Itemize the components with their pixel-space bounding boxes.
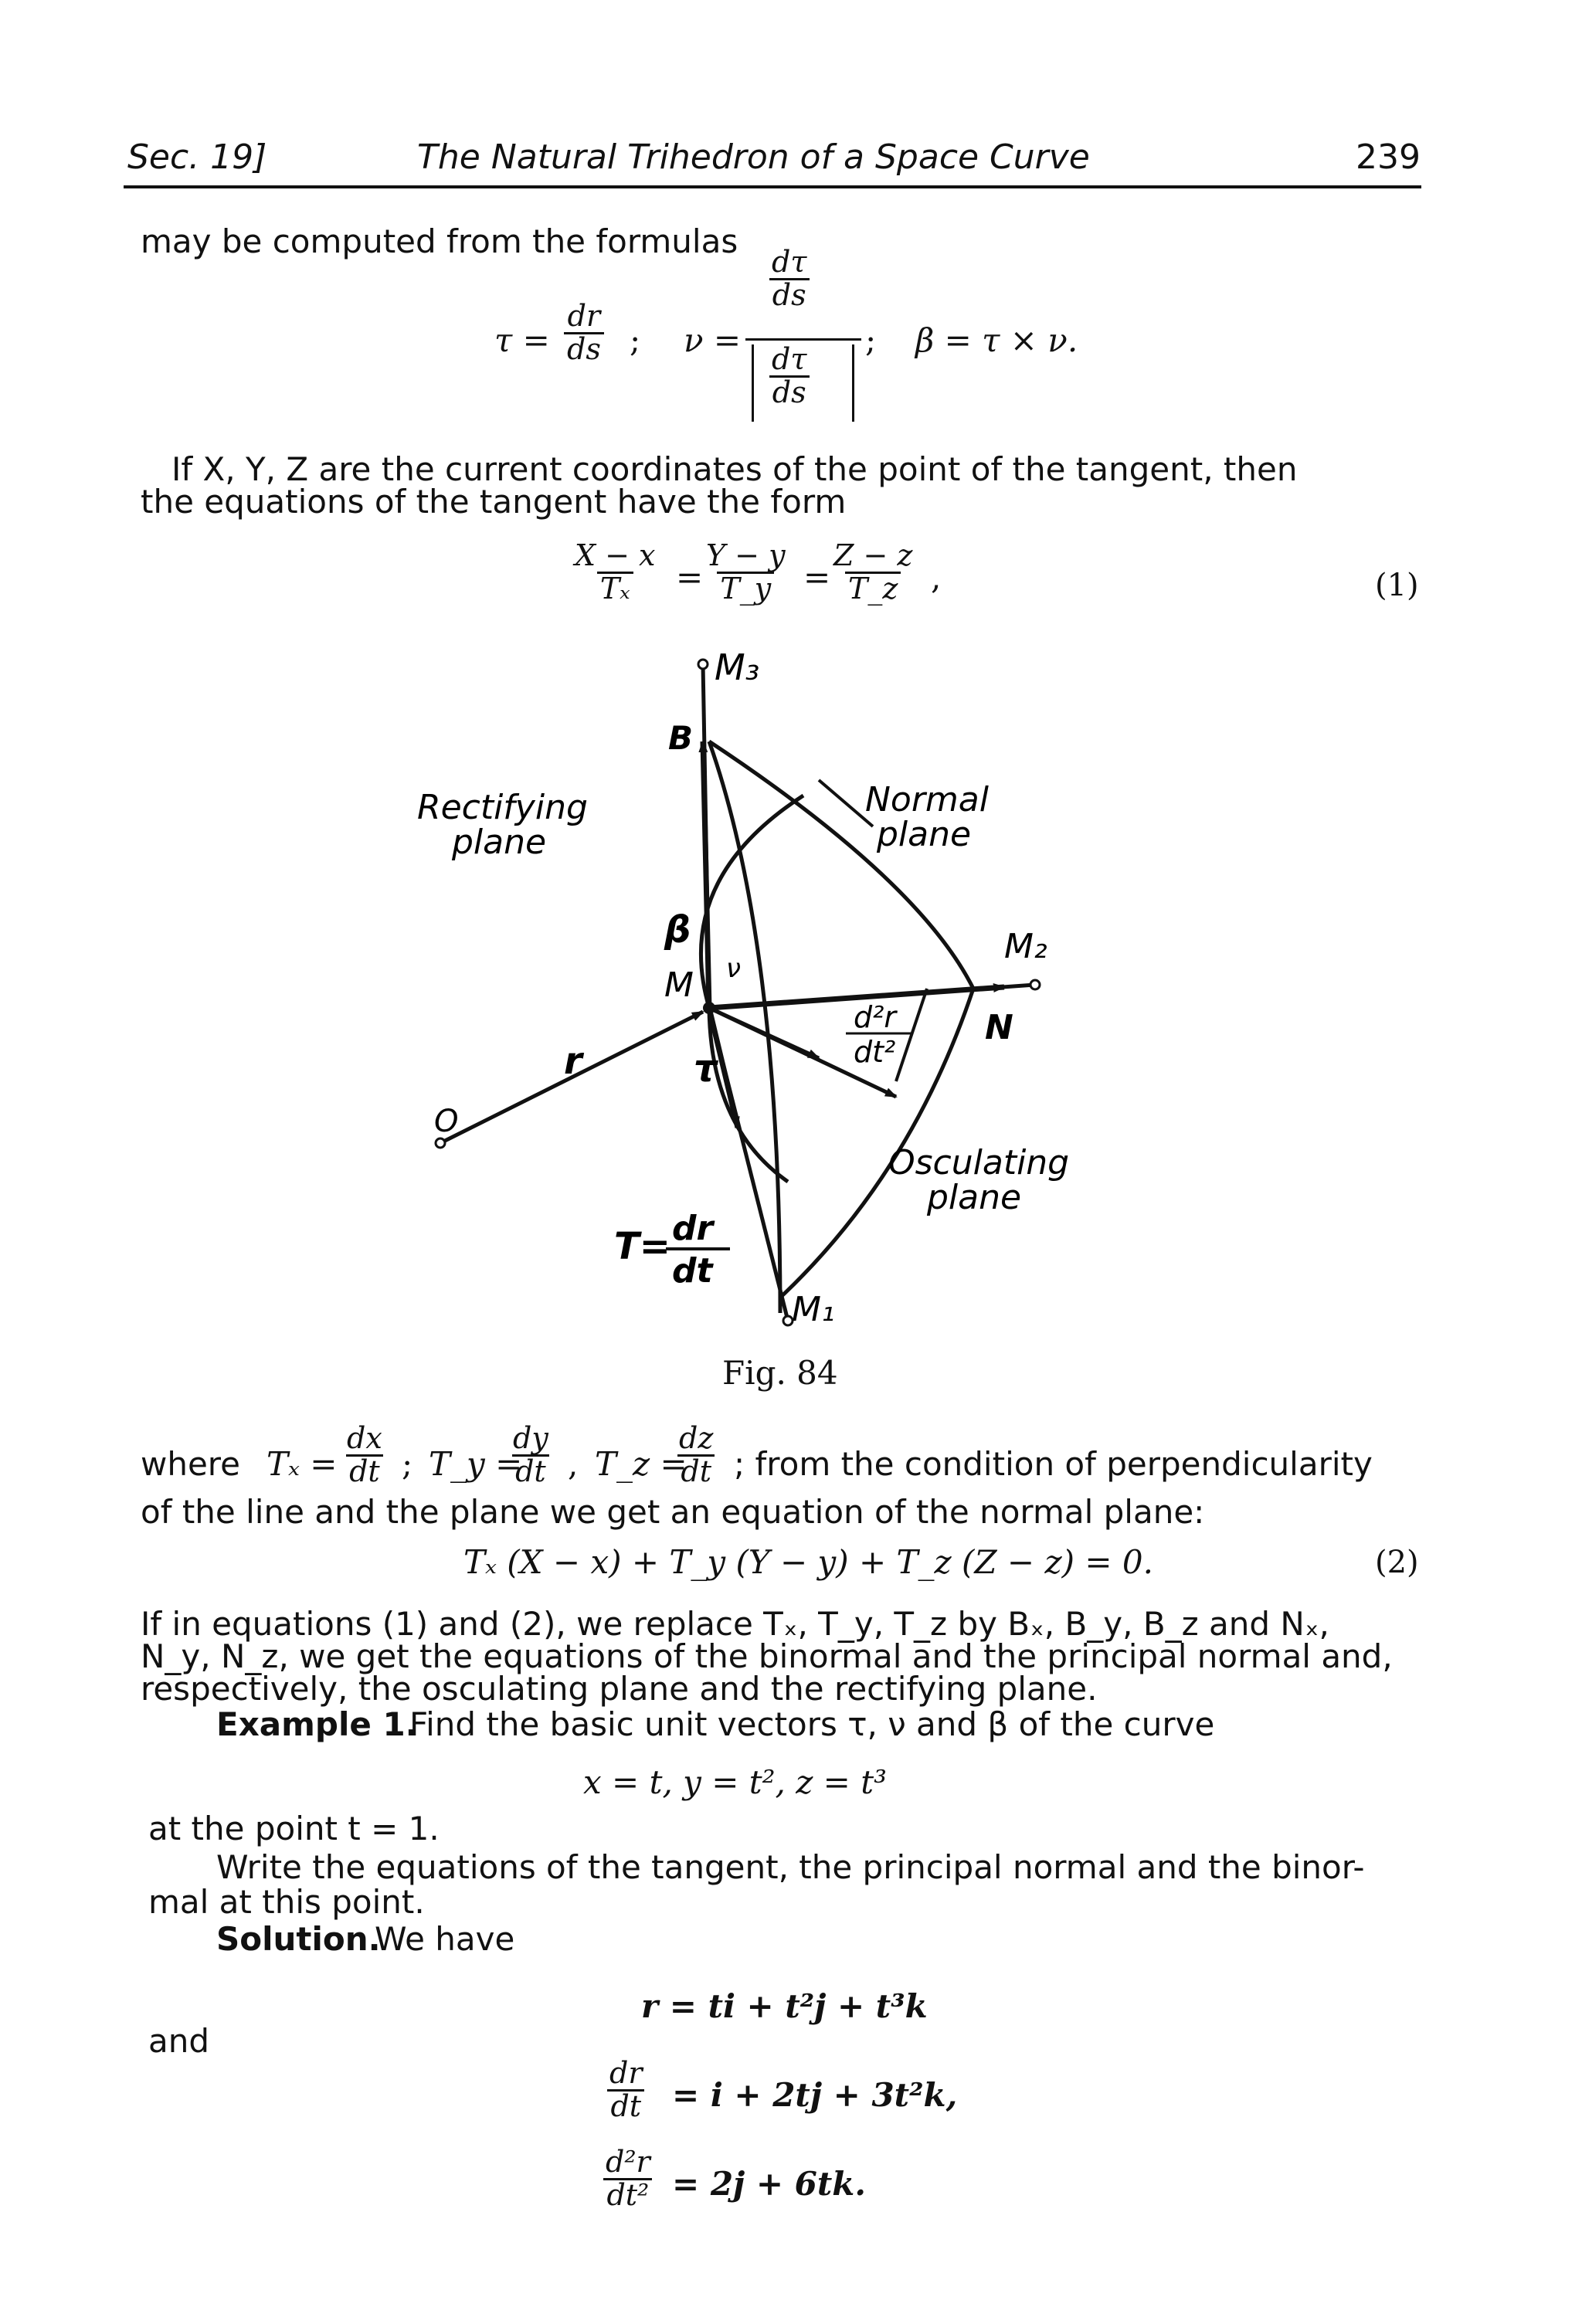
fraction-denominator: dt² (603, 2178, 652, 2211)
fraction-numerator: dy (513, 1421, 548, 1455)
label-m1: M₁ (792, 1290, 835, 1329)
label-t-lhs: T= (614, 1225, 670, 1268)
main-fraction-bar (745, 338, 861, 341)
paragraph-line: If in equations (1) and (2), we replace Tₓ, T_y, T_z by Bₓ, B_y, B_z and Nₓ, (141, 1605, 1329, 1643)
running-title: The Natural Trihedron of a Space Curve (417, 137, 1090, 177)
page-number: 239 (1356, 137, 1421, 177)
fraction-denominator: ds (769, 278, 810, 311)
equals-sign: = (803, 558, 831, 596)
fraction-numerator: dτ (772, 245, 807, 279)
paragraph-line: respectively, the osculating plane and the rectifying plane. (141, 1670, 1098, 1708)
label-osculating-plane: plane (927, 1178, 1022, 1217)
and-word: and (148, 2022, 210, 2060)
solution-label: Solution. (216, 1920, 381, 1958)
fraction-numerator: dr (609, 2056, 643, 2090)
fraction-dy-dt (510, 1423, 552, 1488)
comma: , (931, 558, 942, 596)
fraction-2 (703, 538, 789, 606)
fraction-dtau-ds-top (769, 247, 810, 311)
fraction-dtau-ds-bottom (769, 344, 810, 409)
where-rest: ; from the condition of perpendicularity (734, 1445, 1373, 1483)
fraction-dz-dt (676, 1423, 716, 1488)
label-m: M (664, 965, 694, 1005)
tz-lhs: T_z = (595, 1445, 687, 1483)
fraction-dx-dt (344, 1423, 385, 1488)
fraction-denominator: dt (346, 1454, 383, 1488)
at-point-text: at the point t = 1. (148, 1810, 440, 1847)
equation-2: Tₓ (X − x) + T_y (Y − y) + T_z (Z − z) = 0. (463, 1543, 1153, 1581)
label-d2r-den: dt² (854, 1035, 896, 1069)
label-nu: ν (726, 953, 741, 984)
r-equation: r = ti + t²j + t³k (641, 1987, 928, 2025)
fraction-denominator: ds (769, 375, 810, 409)
label-o: O (434, 1104, 459, 1139)
tx-lhs: Tₓ = (266, 1445, 338, 1483)
binormal-vector (703, 741, 709, 1008)
equation-1 (572, 538, 973, 626)
fraction-numerator: Y − y (706, 538, 786, 572)
paragraph-line: mal at this point. (148, 1883, 425, 1921)
fraction-numerator: Z − z (833, 538, 913, 572)
origin-point (436, 1138, 445, 1148)
label-m2: M₂ (1004, 927, 1047, 966)
abs-bar-right (852, 344, 854, 422)
paragraph-line: If X, Y, Z are the current coordinates of the point of the tangent, then (171, 450, 1298, 488)
curve-equation: x = t, y = t², z = t³ (583, 1763, 887, 1801)
short-vector (709, 1008, 819, 1058)
fraction-3 (830, 538, 915, 606)
figure-natural-trihedron (417, 649, 1112, 1344)
label-normal-plane: plane (877, 815, 972, 854)
label-rectifying-plane: plane (452, 823, 547, 862)
fraction-d2r-dt2 (603, 2147, 654, 2211)
fraction-numerator: dτ (772, 342, 807, 376)
fraction-1 (572, 538, 658, 606)
label-dr: dr (672, 1209, 714, 1248)
nu-lhs: ν = (684, 321, 742, 359)
separator: ; (402, 1445, 413, 1483)
rectifying-plane-curve (701, 796, 803, 1008)
fraction-numerator: dz (679, 1421, 714, 1455)
fraction-dr-ds (564, 301, 604, 365)
dr-rhs: = i + 2tj + 3t²k, (672, 2076, 958, 2114)
label-b: B (668, 719, 694, 757)
fraction-numerator: d²r (606, 2145, 650, 2179)
fraction-denominator: T_z (845, 572, 901, 605)
separator: ; (630, 321, 641, 359)
equation-number: (2) (1375, 1545, 1419, 1580)
example-label: Example 1. (216, 1705, 418, 1743)
section-label: Sec. 19] (127, 137, 267, 177)
fraction-denominator: dt (512, 1454, 549, 1488)
point-m (703, 1002, 715, 1014)
fraction-numerator: X − x (575, 538, 656, 572)
paragraph-line: N_y, N_z, we get the equations of the binormal and the principal normal and, (141, 1637, 1393, 1675)
intro-text: may be computed from the formulas (141, 222, 738, 260)
label-d2r-num: d²r (854, 1000, 896, 1034)
label-n: N (985, 1008, 1013, 1047)
fraction-denominator: dt (607, 2089, 644, 2122)
paragraph-line: Write the equations of the tangent, the principal normal and the binor- (216, 1848, 1365, 1886)
separator: ; (865, 321, 877, 359)
solution-text: We have (375, 1920, 515, 1958)
label-r: r (564, 1040, 582, 1083)
plane-boundary (896, 989, 927, 1081)
paragraph-line: the equations of the tangent have the form (141, 483, 847, 521)
fraction-denominator: Tₓ (597, 572, 633, 605)
label-dt: dt (672, 1251, 713, 1291)
space-curve (709, 741, 780, 1313)
separator: , (568, 1445, 579, 1483)
where-word: where (141, 1445, 240, 1483)
figure-caption: Fig. 84 (722, 1354, 838, 1392)
d2r-rhs: = 2j + 6tk. (672, 2165, 867, 2203)
label-tau: τ (694, 1047, 718, 1091)
equals-sign: = (676, 558, 704, 596)
label-normal: Normal (865, 780, 989, 819)
fraction-denominator: dt (677, 1454, 715, 1488)
label-rectifying: Rectifying (417, 788, 588, 827)
tau-lhs: τ = (494, 321, 550, 359)
equation-number: (1) (1375, 568, 1419, 603)
point-m2 (1030, 980, 1040, 989)
ty-lhs: T_y = (429, 1445, 523, 1483)
fraction-numerator: dr (567, 299, 601, 333)
label-m3: M₃ (715, 649, 760, 688)
fraction-denominator: ds (564, 332, 604, 365)
label-osculating: Osculating (888, 1143, 1070, 1182)
beta-formula: β = τ × ν. (915, 321, 1078, 359)
label-beta: β (664, 908, 691, 952)
example-text: Find the basic unit vectors τ, ν and β of the curve (409, 1705, 1215, 1743)
nu-fraction (745, 247, 861, 425)
fraction-dr-dt (606, 2058, 646, 2122)
abs-bar-left (752, 344, 754, 422)
paragraph-line: of the line and the plane we get an equation of the normal plane: (141, 1493, 1205, 1531)
header-rule (124, 185, 1421, 188)
point-m3 (698, 660, 708, 669)
fraction-numerator: dx (347, 1421, 382, 1455)
fraction-denominator: T_y (717, 572, 774, 605)
